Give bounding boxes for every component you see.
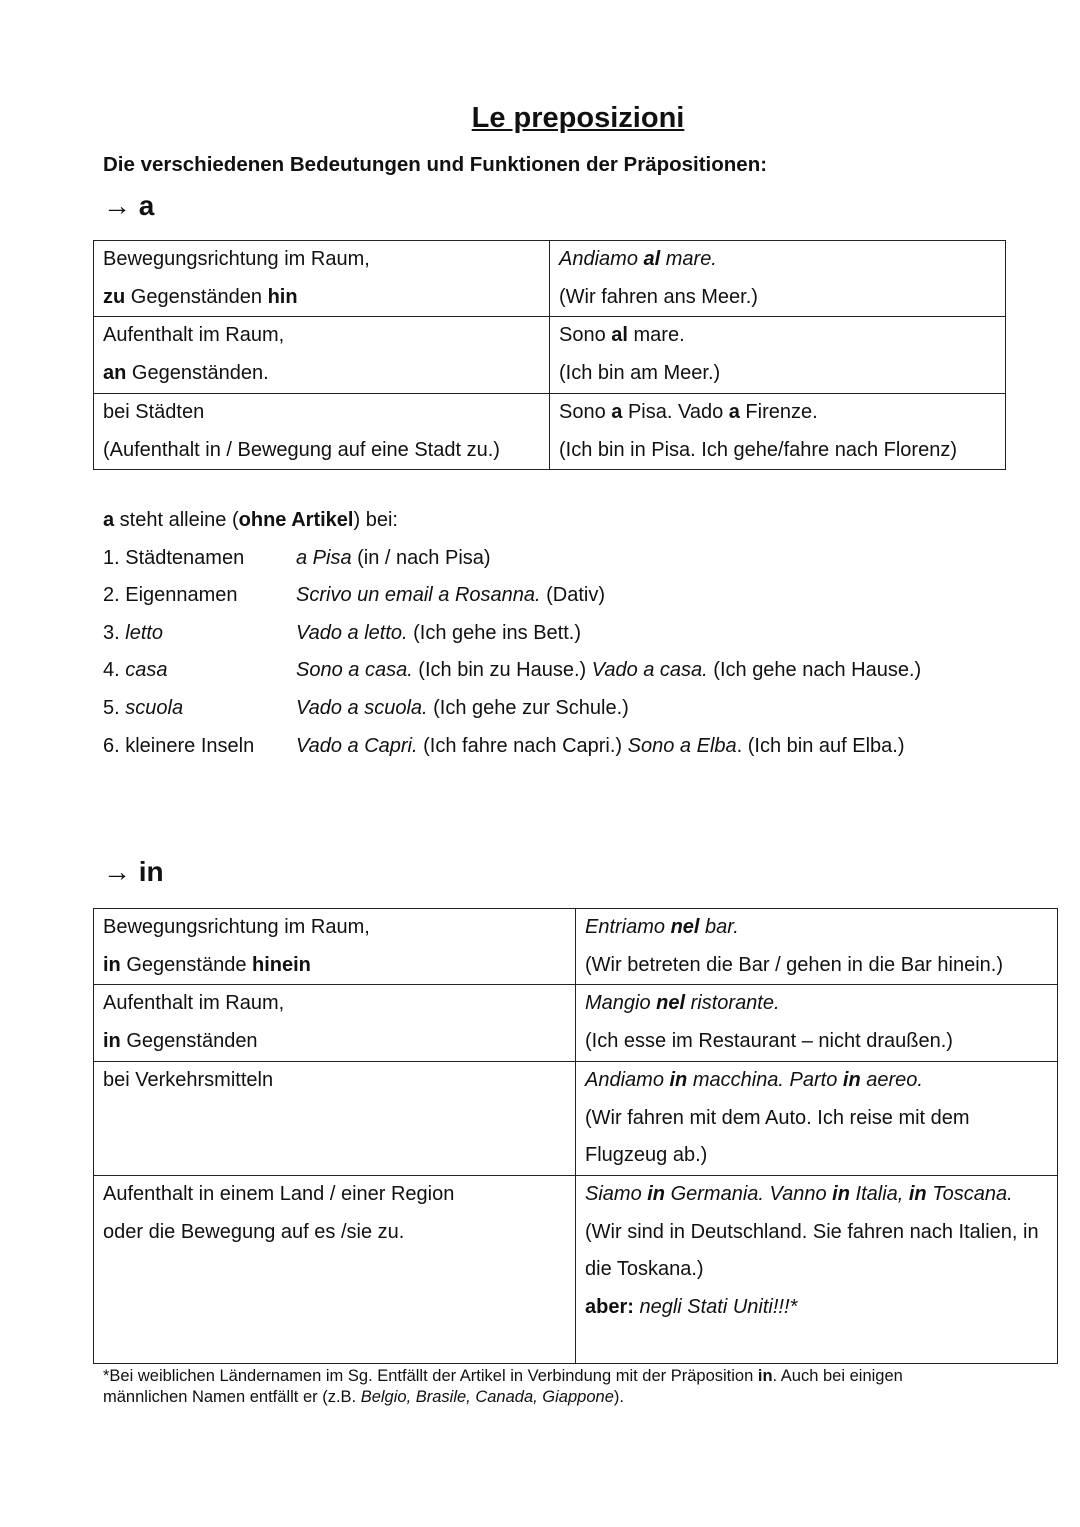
text-line [585,1023,1048,1061]
text-run: Scrivo un email a Rosanna. [296,584,541,607]
list-item [103,728,921,766]
text-run: aereo. [860,1068,923,1091]
text-run: Andiamo [585,1068,670,1091]
text-run: Mangio [585,992,657,1015]
text-run: (Wir sind in Deutschland. Sie fahren nach Italien, in die Toskana.) [585,1220,1039,1281]
text-run: 6. kleinere Inseln [103,734,255,757]
text-run: mare. [627,324,685,347]
text-run: Siamo [585,1182,648,1205]
text-run: (Ich bin in Pisa. Ich gehe/fahre nach Florenz) [559,438,957,461]
text-run: (Ich gehe nach Hause.) [707,659,922,682]
text-line [585,985,1048,1023]
meaning-cell [94,241,550,317]
text-run: hin [267,285,298,308]
text-run: 1. Städtenamen [103,546,245,569]
text-line [585,1062,1048,1100]
text-run: Vado a scuola. [296,696,428,719]
text-line [103,394,540,432]
text-run: al [611,324,628,347]
text-run: in [669,1068,688,1091]
text-run: mare. [660,248,717,270]
table-row [94,241,1006,317]
table-row [94,909,1058,985]
meaning-cell [94,317,550,393]
list-label [103,540,296,578]
list-example [296,652,921,690]
text-run: Pisa. Vado [622,400,729,423]
text-run: Italia, [849,1182,909,1205]
text-run: (in / nach Pisa) [351,546,491,569]
text-run: in [103,953,121,976]
text-run: (Ich gehe ins Bett.) [407,621,581,644]
text-run: Gegenständen [125,285,268,308]
text-run: Sono [559,400,612,423]
text-line [559,241,996,279]
text-run: negli Stati Uniti!!!* [633,1296,798,1319]
text-run: macchina. Parto [687,1068,843,1091]
text-run: bei Verkehrsmitteln [103,1068,274,1091]
text-run: ristorante. [685,992,780,1015]
text-run: Vado a letto. [296,621,408,644]
text-run: 4. [103,659,126,682]
text-line [559,432,996,470]
section-heading-a: → a [103,190,155,221]
text-run: Vado a Capri. [296,734,418,757]
text-run: ) bei: [353,509,398,531]
text-run: Sono a casa. [296,659,413,682]
text-run: (Ich gehe zur Schule.) [427,696,629,719]
text-run: ohne Artikel [238,509,354,531]
text-line [103,1214,566,1252]
table-row [94,1061,1058,1175]
table-preposition-a [93,240,1006,470]
text-line [103,1023,566,1061]
table-row [94,393,1006,469]
text-run: 3. [103,621,126,644]
text-run: zu [103,285,126,308]
text-run: Belgio, Brasile, Canada, Giappone [360,1388,614,1406]
text-run: . (Ich bin auf Elba.) [736,734,905,757]
list-label [103,652,296,690]
text-line [103,909,566,947]
text-line [585,1176,1048,1214]
text-run: an [103,362,127,385]
text-run: Gegenständen. [126,362,269,385]
table-row [94,985,1058,1061]
text-line [585,1214,1048,1289]
text-line [585,1100,1048,1175]
text-run: ). [613,1388,624,1406]
example-cell [576,909,1058,985]
text-run: a [611,400,623,423]
text-run: Germania. Vanno [665,1182,833,1205]
text-run: in [832,1182,850,1205]
text-run: nel [656,992,686,1015]
text-line [585,909,1048,947]
list-item [103,615,921,653]
list-example [296,577,605,615]
text-run: a [103,509,115,531]
text-run: Bewegungsrichtung im Raum, [103,916,370,938]
text-run: in [842,1068,861,1091]
example-cell [576,1061,1058,1175]
text-run: Gegenstände [120,953,252,976]
text-run: Gegenständen [120,1030,258,1053]
text-run: a [728,400,740,423]
text-line [559,394,996,432]
list-intro [103,502,921,540]
example-cell [550,317,1006,393]
text-run: Aufenthalt im Raum, [103,992,285,1015]
example-cell [550,241,1006,317]
footnote-line [103,1366,903,1387]
text-run: (Wir fahren ans Meer.) [559,285,758,308]
text-run: hinein [252,953,311,976]
text-line [103,355,540,393]
text-line [103,1062,566,1100]
text-line [559,355,996,393]
text-line [103,947,566,985]
list-example [296,540,491,578]
text-run: (Wir fahren mit dem Auto. Ich reise mit dem Flugzeug ab.) [585,1106,970,1167]
text-run: Vado a casa. [591,659,708,682]
subtitle: Die verschiedenen Bedeutungen und Funktionen der Präpositionen: [103,153,768,176]
list-label [103,690,296,728]
text-run: in [647,1182,666,1205]
list-item [103,690,921,728]
text-run: männlichen Namen entfällt er (z.B. [103,1388,361,1406]
text-line [559,279,996,317]
text-run: (Wir betreten die Bar / gehen in die Bar hinein.) [585,953,1003,976]
text-line [585,1289,1048,1327]
list-label [103,577,296,615]
text-run: Andiamo [559,248,644,270]
meaning-cell [94,1175,576,1363]
text-run: Aufenthalt im Raum, [103,324,285,347]
text-run: Aufenthalt in einem Land / einer Region [103,1182,455,1205]
table-row [94,317,1006,393]
meaning-cell [94,985,576,1061]
text-line [559,317,996,355]
text-run: oder die Bewegung auf es /sie zu. [103,1220,405,1243]
example-cell [576,985,1058,1061]
table-preposition-in [93,908,1058,1364]
example-cell [576,1175,1058,1363]
text-line [103,241,540,279]
text-run: Firenze. [739,400,818,423]
text-run: (Ich esse im Restaurant – nicht draußen.) [585,1030,953,1053]
text-run: 5. [103,696,126,719]
table-row [94,1175,1058,1363]
section-heading-in: → in [103,856,164,887]
page-title: Le preposizioni [471,102,685,134]
meaning-cell [94,909,576,985]
text-run: (Ich bin zu Hause.) [412,659,592,682]
footnote [103,1366,903,1408]
text-run: Sono a Elba [627,734,737,757]
text-run: . Auch bei einigen [772,1367,903,1385]
text-line [103,317,540,355]
text-run: *Bei weiblichen Ländernamen im Sg. Entfällt der Artikel in Verbindung mit der Präposition [103,1367,758,1385]
text-run: 2. Eigennamen [103,584,238,607]
text-run: Entriamo [585,916,671,938]
list-label [103,615,296,653]
ohne-artikel-list [103,502,921,765]
list-item [103,652,921,690]
text-run: scuola [125,696,184,719]
text-run: a Pisa [296,546,352,569]
text-run: steht alleine ( [114,509,239,531]
text-run: bar. [699,916,739,938]
text-run: (Aufenthalt in / Bewegung auf eine Stadt zu.) [103,438,500,461]
text-run: aber: [585,1296,634,1319]
text-run: (Dativ) [540,584,606,607]
text-run: letto [125,621,164,644]
meaning-cell [94,1061,576,1175]
list-item [103,577,921,615]
text-run: Toscana. [926,1182,1013,1205]
list-item [103,540,921,578]
text-line [103,1176,566,1214]
text-run: al [643,248,661,270]
text-line [103,432,540,470]
text-run: bei Städten [103,400,205,423]
example-cell [550,393,1006,469]
text-line [103,985,566,1023]
text-run: (Ich fahre nach Capri.) [417,734,628,757]
text-run: (Ich bin am Meer.) [559,362,721,385]
text-run: in [908,1182,927,1205]
list-example [296,690,629,728]
text-run: Bewegungsrichtung im Raum, [103,248,370,270]
text-line [103,279,540,317]
meaning-cell [94,393,550,469]
list-example [296,728,905,766]
text-run: nel [670,916,700,938]
text-run: casa [125,659,168,682]
text-run: Sono [559,324,612,347]
list-label [103,728,296,766]
text-line [585,947,1048,985]
text-run: in [103,1030,121,1053]
footnote-line [103,1387,903,1408]
text-run: in [757,1367,773,1385]
list-example [296,615,581,653]
